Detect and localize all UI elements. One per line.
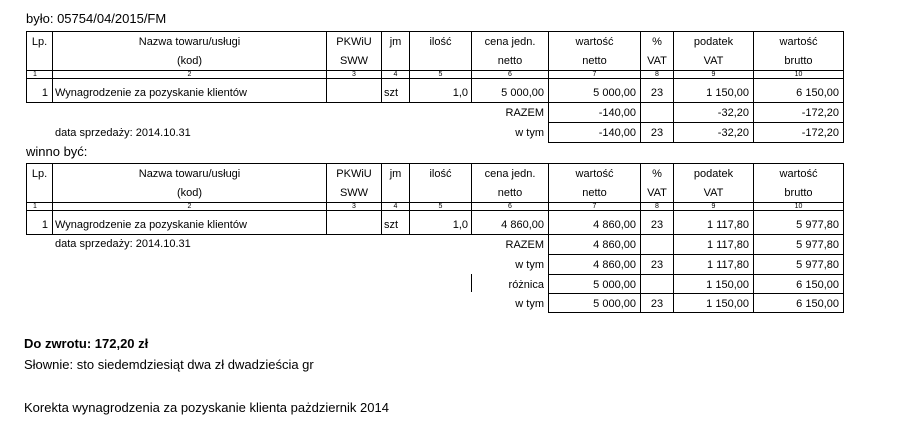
- cell-jm: szt: [384, 219, 399, 231]
- col-cena: cena jedn.: [484, 36, 536, 48]
- wtym2-wartosc: 5 000,00: [593, 298, 636, 310]
- col-pct: %: [652, 168, 662, 180]
- col-num: 8: [655, 203, 659, 210]
- col-num: 9: [711, 71, 716, 78]
- wtym2-podatek: 1 150,00: [706, 298, 749, 310]
- razem-wartosc: 4 860,00: [593, 239, 636, 251]
- col-nazwa-sub: (kod): [176, 55, 203, 67]
- slownie: Słownie: sto siedemdziesiąt dwa zł dwadzieścia gr: [24, 357, 314, 372]
- col-num: 7: [592, 71, 597, 78]
- cell-lp: 1: [41, 87, 48, 99]
- wtym-wartosc: 4 860,00: [593, 259, 636, 271]
- col-pct-sub: VAT: [647, 55, 667, 67]
- cell-brutto: 5 977,80: [796, 219, 839, 231]
- col-podatek: podatek: [693, 36, 734, 48]
- cell-vat: 23: [650, 87, 664, 99]
- cell-cena: 4 860,00: [501, 219, 544, 231]
- col-pct-sub: VAT: [647, 187, 667, 199]
- col-wartosc: wartość: [575, 168, 614, 180]
- col-num: 1: [33, 71, 37, 78]
- razem-label: RAZEM: [505, 107, 544, 119]
- wtym-label: w tym: [515, 259, 544, 271]
- col-cena: cena jedn.: [484, 168, 536, 180]
- col-pkwiu-sub: SWW: [339, 187, 369, 199]
- col-num: 2: [187, 203, 192, 210]
- wtym-podatek: 1 117,80: [706, 259, 749, 271]
- do-zwrotu: Do zwrotu: 172,20 zł: [24, 336, 149, 351]
- data-sprzedazy: data sprzedaży: 2014.10.31: [55, 238, 191, 250]
- korekta-note: Korekta wynagrodzenia za pozyskanie klienta pażdziernik 2014: [24, 400, 389, 415]
- col-num: 5: [438, 203, 443, 210]
- cell-podatek: 1 150,00: [706, 87, 749, 99]
- winno-title: winno być:: [26, 144, 88, 159]
- col-jm: jm: [389, 36, 402, 48]
- col-num: 6: [508, 203, 512, 210]
- roznica-label: różnica: [508, 279, 544, 291]
- col-num: 6: [508, 71, 512, 78]
- col-pct: %: [652, 36, 662, 48]
- col-podatek: podatek: [693, 168, 734, 180]
- col-num: 7: [592, 203, 597, 210]
- col-podatek-sub: VAT: [703, 55, 724, 67]
- razem-brutto: -172,20: [801, 107, 839, 119]
- col-num: 4: [393, 203, 398, 210]
- col-pkwiu: PKWiU: [336, 36, 372, 48]
- col-brutto: wartość: [779, 36, 818, 48]
- col-nazwa: Nazwa towaru/usługi: [138, 36, 241, 48]
- roznica-wartosc: 5 000,00: [593, 279, 636, 291]
- cell-lp: 1: [41, 219, 48, 231]
- wtym2-label: w tym: [515, 298, 544, 310]
- razem-label: RAZEM: [505, 239, 544, 251]
- col-brutto-sub: brutto: [784, 55, 813, 67]
- cell-podatek: 1 117,80: [706, 219, 749, 231]
- col-num: 10: [794, 203, 803, 210]
- col-num: 3: [352, 71, 356, 78]
- wtym-brutto: 5 977,80: [796, 259, 839, 271]
- cell-ilosc: 1,0: [452, 219, 468, 231]
- col-num: 8: [655, 71, 659, 78]
- col-pkwiu: PKWiU: [336, 168, 372, 180]
- col-nazwa: Nazwa towaru/usługi: [138, 168, 241, 180]
- razem-podatek: -32,20: [717, 107, 749, 119]
- col-cena-sub: netto: [497, 187, 523, 199]
- wtym2-brutto: 6 150,00: [796, 298, 839, 310]
- col-cena-sub: netto: [497, 55, 523, 67]
- col-nazwa-sub: (kod): [176, 187, 203, 199]
- col-podatek-sub: VAT: [703, 187, 724, 199]
- col-num: 2: [187, 71, 192, 78]
- cell-vat: 23: [650, 219, 664, 231]
- cell-nazwa: Wynagrodzenie za pozyskanie klientów: [55, 87, 247, 99]
- wtym-brutto: -172,20: [801, 127, 839, 139]
- roznica-podatek: 1 150,00: [706, 279, 749, 291]
- cell-nazwa: Wynagrodzenie za pozyskanie klientów: [55, 219, 247, 231]
- col-brutto: wartość: [779, 168, 818, 180]
- col-num: 1: [33, 203, 37, 210]
- col-num: 4: [393, 71, 398, 78]
- col-jm: jm: [389, 168, 402, 180]
- bylo-title: było: 05754/04/2015/FM: [26, 11, 167, 26]
- wtym-vat: 23: [650, 127, 664, 139]
- razem-podatek: 1 117,80: [706, 239, 749, 251]
- cell-ilosc: 1,0: [452, 87, 468, 99]
- wtym2-vat: 23: [650, 298, 664, 310]
- wtym-vat: 23: [650, 259, 664, 271]
- col-wartosc: wartość: [575, 36, 614, 48]
- razem-brutto: 5 977,80: [796, 239, 839, 251]
- col-num: 10: [794, 71, 803, 78]
- data-sprzedazy: data sprzedaży: 2014.10.31: [55, 127, 191, 139]
- col-ilosc: ilość: [429, 36, 452, 48]
- col-num: 9: [711, 203, 716, 210]
- col-wartosc-sub: netto: [582, 55, 607, 67]
- cell-brutto: 6 150,00: [796, 87, 839, 99]
- wtym-podatek: -32,20: [717, 127, 749, 139]
- col-num: 3: [352, 203, 356, 210]
- col-wartosc-sub: netto: [582, 187, 607, 199]
- cell-jm: szt: [384, 87, 399, 99]
- col-ilosc: ilość: [429, 168, 452, 180]
- razem-wartosc: -140,00: [598, 107, 636, 119]
- cell-wartosc: 4 860,00: [593, 219, 636, 231]
- roznica-brutto: 6 150,00: [796, 279, 839, 291]
- cell-cena: 5 000,00: [501, 87, 544, 99]
- col-num: 5: [438, 71, 443, 78]
- col-lp: Lp.: [31, 168, 48, 180]
- wtym-wartosc: -140,00: [598, 127, 636, 139]
- col-pkwiu-sub: SWW: [339, 55, 369, 67]
- col-lp: Lp.: [31, 36, 48, 48]
- col-brutto-sub: brutto: [784, 187, 813, 199]
- wtym-label: w tym: [515, 127, 544, 139]
- cell-wartosc: 5 000,00: [593, 87, 636, 99]
